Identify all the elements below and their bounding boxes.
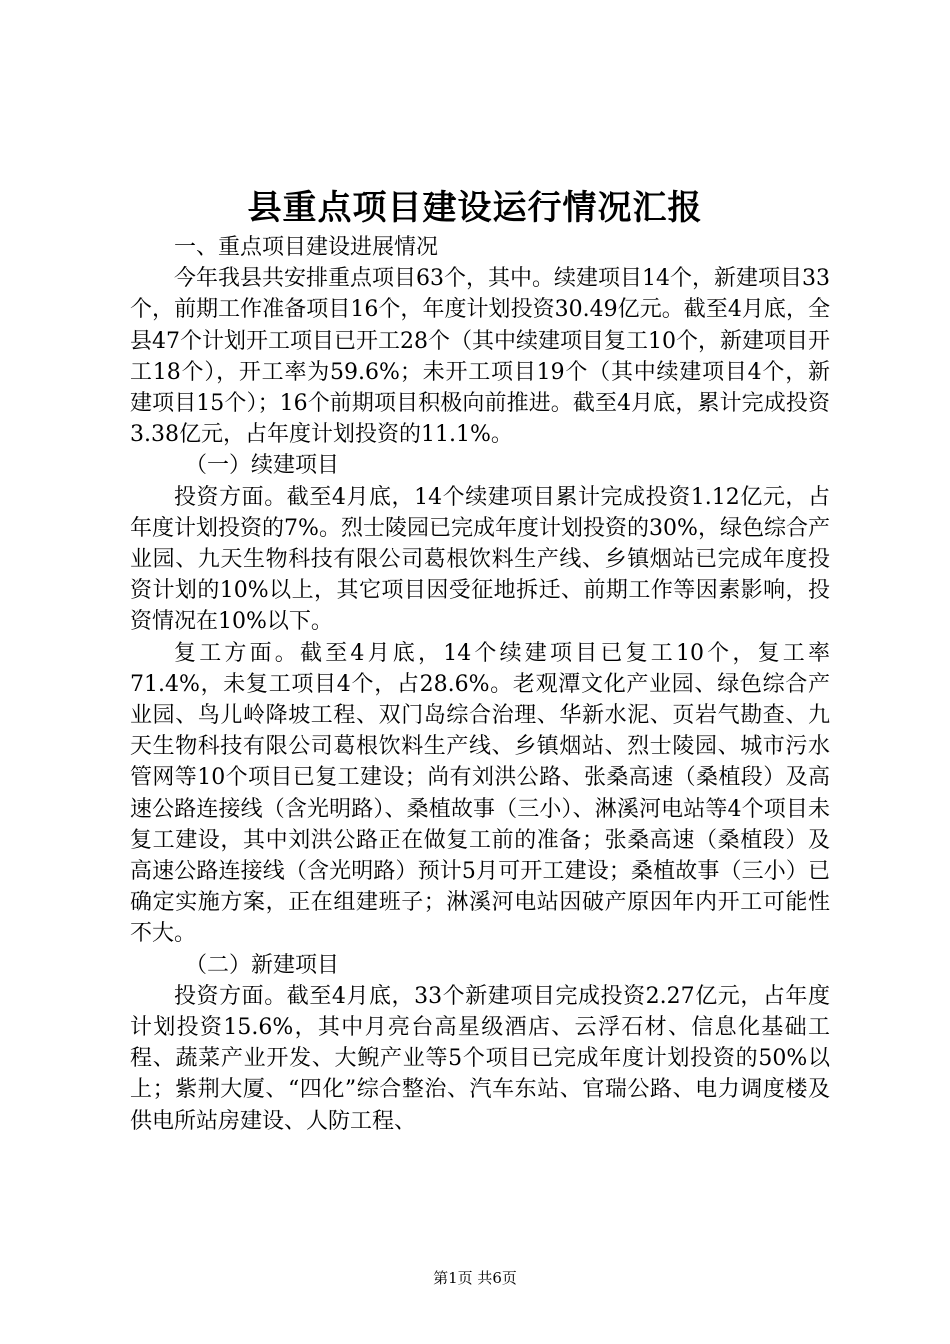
document-title: 县重点项目建设运行情况汇报 xyxy=(247,188,703,228)
subsection-heading: （一）续建项目 xyxy=(185,453,340,479)
subsection-heading: （二）新建项目 xyxy=(185,952,340,978)
paragraph: 复工方面。截至4月底，14个续建项目已复工10个，复工率71.4%，未复工项目4个，占28.6%。老观潭文化产业园、绿色综合产业园、鸟儿岭降坡工程、双门岛综合治理、华新水泥、页岩气勘查、九天生物科技有限公司葛根饮料生产线、乡镇烟站、烈士陵园、城市污水管网等10个项目已复工建设；尚有刘洪公路、张桑高速（桑植段）及高速公路连接线（含光明路）、桑植故事（三小）、淋溪河电站等4个项目未复工建设，其中刘洪公路正在做复工前的准备；张桑高速（桑植段）及高速公路连接线（含光明路）预计5月可开工建设；桑植故事（三小）已确定实施方案，正在组建班子；淋溪河电站因破产原因年内开工可能性不大。 xyxy=(130,640,830,947)
paragraph: 今年我县共安排重点项目63个，其中。续建项目14个，新建项目33个，前期工作准备项目16个，年度计划投资30.49亿元。截至4月底，全县47个计划开工项目已开工28个（其中续建项目复工10个，新建项目开工18个），开工率为59.6%；未开工项目19个（其中续建项目4个，新建项目15个）；16个前期项目积极向前推进。截至4月底，累计完成投资3.38亿元，占年度计划投资的11.1%。 xyxy=(130,266,830,448)
section-heading: 一、重点项目建设进展情况 xyxy=(174,235,439,260)
page-footer: 第1页 共6页 xyxy=(433,1269,517,1287)
paragraph: 投资方面。截至4月底，33个新建项目完成投资2.27亿元，占年度计划投资15.6%，其中月亮台高星级酒店、云浮石材、信息化基础工程、蔬菜产业开发、大鲵产业等5个项目已完成年度计划投资的50%以上；紫荆大厦、“四化”综合整治、汽车东站、官瑞公路、电力调度楼及供电所站房建设、人防工程、 xyxy=(130,983,830,1134)
paragraph: 投资方面。截至4月底，14个续建项目累计完成投资1.12亿元，占年度计划投资的7%。烈士陵园已完成年度计划投资的30%，绿色综合产业园、九天生物科技有限公司葛根饮料生产线、乡镇烟站已完成年度投资计划的10%以上，其它项目因受征地拆迁、前期工作等因素影响，投资情况在10%以下。 xyxy=(130,484,830,635)
document-body xyxy=(130,232,830,1137)
